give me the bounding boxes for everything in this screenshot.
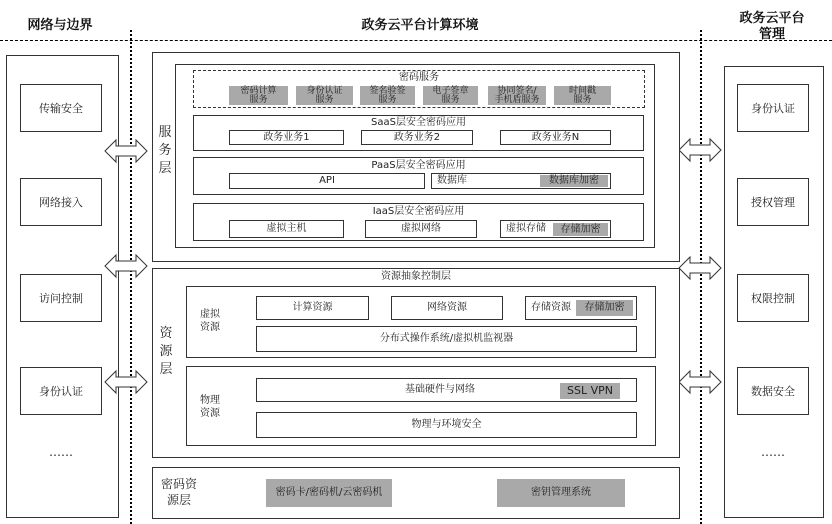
physical-env-security: 物理与环境安全 bbox=[256, 412, 637, 438]
distributed-os: 分布式操作系统/虚拟机监视器 bbox=[256, 326, 637, 352]
left-arrow-2 bbox=[104, 253, 148, 279]
iaas-virtual-network: 虚拟网络 bbox=[365, 220, 477, 238]
crypto-resource-title: 密码资 源层 bbox=[160, 477, 197, 507]
saas-business-n: 政务业务N bbox=[500, 130, 611, 145]
iaas-storage-encryption: 存储加密 bbox=[553, 223, 608, 236]
left-item-access-control: 访问控制 bbox=[20, 274, 102, 322]
hardware-network-label: 基础硬件与网络 bbox=[405, 384, 475, 395]
right-header-line1: 政务云平台 bbox=[739, 11, 805, 26]
header-separator bbox=[0, 40, 832, 41]
saas-title: SaaS层安全密码应用 bbox=[371, 117, 466, 128]
left-item-network-access: 网络接入 bbox=[20, 178, 102, 226]
left-item-more: …… bbox=[49, 445, 73, 459]
right-item-more: …… bbox=[761, 445, 785, 459]
paas-db-label: 数据库 bbox=[437, 175, 467, 186]
virtual-network: 网络资源 bbox=[391, 296, 503, 320]
right-arrow-1 bbox=[678, 137, 722, 163]
resource-layer-title-text: 资源层 bbox=[159, 326, 173, 377]
paas-api: API bbox=[229, 173, 425, 189]
resource-layer-title bbox=[158, 325, 174, 379]
virtual-storage-label: 存储资源 bbox=[531, 302, 571, 313]
service-layer-title-text: 服务层 bbox=[158, 125, 172, 176]
crypto-service-seal: 电子签章 服务 bbox=[423, 86, 478, 105]
iaas-virtual-host: 虚拟主机 bbox=[229, 220, 344, 238]
left-header: 网络与边界 bbox=[27, 18, 93, 33]
virtual-resources-label: 虚拟 资源 bbox=[200, 309, 220, 333]
left-arrow-1 bbox=[104, 138, 148, 164]
resource-control-title: 资源抽象控制层 bbox=[381, 271, 451, 282]
paas-db-encryption: 数据库加密 bbox=[540, 175, 608, 187]
right-arrow-3 bbox=[678, 369, 722, 395]
service-layer-title bbox=[157, 124, 173, 178]
left-item-identity-auth: 身份认证 bbox=[20, 367, 102, 415]
right-header-line2: 管理 bbox=[758, 27, 785, 42]
right-item-data-security: 数据安全 bbox=[737, 367, 809, 415]
left-arrow-3 bbox=[104, 369, 148, 395]
saas-business-2: 政务业务2 bbox=[361, 130, 473, 145]
right-arrow-2 bbox=[678, 255, 722, 281]
iaas-virtual-storage-label: 虚拟存储 bbox=[506, 223, 546, 234]
crypto-card-machine: 密码卡/密码机/云密码机 bbox=[266, 479, 392, 507]
key-management-system: 密钥管理系统 bbox=[497, 479, 625, 507]
virtual-compute: 计算资源 bbox=[256, 296, 369, 320]
crypto-service-signverify: 签名验签 服务 bbox=[360, 86, 415, 105]
crypto-service-identity: 身份认证 服务 bbox=[296, 86, 353, 105]
crypto-service-cosign: 协同签名/ 手机盾服务 bbox=[488, 86, 546, 105]
right-item-authorization: 授权管理 bbox=[737, 178, 809, 226]
crypto-service-timestamp: 时间戳 服务 bbox=[554, 86, 611, 105]
crypto-service-compute: 密码计算 服务 bbox=[229, 86, 288, 105]
physical-resources-label: 物理 资源 bbox=[200, 395, 220, 419]
right-item-identity-auth: 身份认证 bbox=[737, 84, 809, 132]
virtual-storage-encryption: 存储加密 bbox=[576, 300, 633, 316]
right-item-permission: 权限控制 bbox=[737, 274, 809, 322]
ssl-vpn: SSL VPN bbox=[560, 383, 620, 399]
left-item-transport-security: 传输安全 bbox=[20, 84, 102, 132]
paas-title: PaaS层安全密码应用 bbox=[371, 160, 466, 171]
center-header: 政务云平台计算环境 bbox=[361, 18, 479, 33]
crypto-services-title: 密码服务 bbox=[399, 72, 439, 83]
iaas-title: IaaS层安全密码应用 bbox=[372, 206, 465, 217]
saas-business-1: 政务业务1 bbox=[229, 130, 344, 145]
